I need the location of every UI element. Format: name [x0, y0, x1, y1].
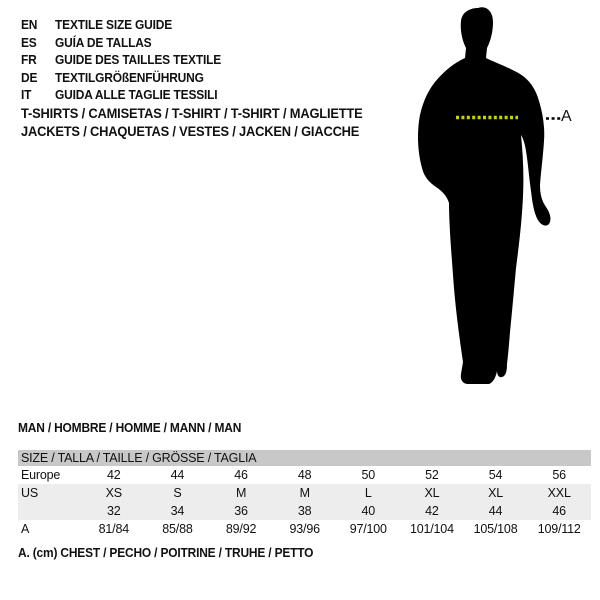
cell: 44 [488, 504, 503, 518]
language-title: GUÍA DE TALLAS [55, 34, 152, 50]
cell: S [173, 486, 182, 500]
language-title-list [21, 16, 221, 104]
man-silhouette [390, 0, 575, 395]
cell: 56 [552, 468, 566, 482]
language-code: IT [21, 87, 32, 103]
cell: 101/104 [410, 522, 454, 536]
table-row-europe [18, 466, 591, 484]
cell: 54 [488, 468, 503, 482]
cell: 40 [361, 504, 376, 518]
language-title: GUIDE DES TAILLES TEXTILE [55, 52, 221, 68]
cell: M [235, 486, 247, 500]
cell: XL [424, 486, 440, 500]
table-row-numeric [18, 502, 591, 520]
language-row-fr [21, 51, 221, 69]
language-row-de [21, 69, 221, 87]
category-tshirts: T-SHIRTS / CAMISETAS / T-SHIRT / T-SHIRT / MAGLIETTE [21, 105, 363, 121]
cell: 50 [361, 468, 376, 482]
cell: 93/96 [289, 522, 320, 536]
size-table-header: SIZE / TALLA / TAILLE / GRÖSSE / TAGLIA [18, 450, 591, 466]
language-row-es [21, 34, 221, 52]
category-jackets: JACKETS / CHAQUETAS / VESTES / JACKEN / GIACCHE [21, 123, 360, 139]
cell: 44 [170, 468, 185, 482]
cell: 46 [552, 504, 566, 518]
cell: 97/100 [349, 522, 387, 536]
row-label: A [21, 522, 30, 536]
cell: 48 [297, 468, 312, 482]
cell: 38 [297, 504, 312, 518]
cell: 89/92 [225, 522, 257, 536]
cell: 36 [234, 504, 248, 518]
language-title: GUIDA ALLE TAGLIE TESSILI [55, 87, 218, 103]
size-table [18, 450, 591, 538]
cell: 85/88 [162, 522, 193, 536]
gender-heading: MAN / HOMBRE / HOMME / MANN / MAN [18, 420, 242, 435]
measure-label-a: A [561, 108, 572, 125]
measure-footnote: A. (cm) CHEST / PECHO / POITRINE / TRUHE / PETTO [18, 545, 314, 560]
cell: 34 [170, 504, 185, 518]
garment-categories [21, 104, 363, 140]
cell: 52 [425, 468, 439, 482]
language-title: TEXTILGRÖßENFÜHRUNG [55, 69, 204, 85]
language-title: TEXTILE SIZE GUIDE [55, 17, 173, 32]
language-row-en [21, 16, 221, 34]
language-code: FR [21, 52, 37, 68]
cell: 81/84 [98, 522, 129, 536]
cell: 109/112 [537, 522, 581, 536]
row-label: Europe [21, 468, 61, 482]
language-code: EN [21, 17, 38, 32]
cell: L [364, 486, 372, 500]
cell: 32 [107, 504, 121, 518]
cell: 46 [234, 468, 248, 482]
cell: XXL [547, 486, 571, 500]
language-code: DE [21, 69, 38, 85]
row-label: US [21, 486, 38, 500]
table-row-us [18, 484, 591, 502]
table-row-chest [18, 520, 591, 538]
cell: XS [105, 486, 122, 500]
cell: 42 [107, 468, 121, 482]
cell: M [299, 486, 310, 500]
row-label [18, 502, 82, 520]
cell: XL [488, 486, 503, 500]
cell: 105/108 [473, 522, 518, 536]
man-body-shape [418, 7, 550, 384]
language-row-it [21, 86, 221, 104]
cell: 42 [425, 504, 439, 518]
language-code: ES [21, 34, 37, 50]
